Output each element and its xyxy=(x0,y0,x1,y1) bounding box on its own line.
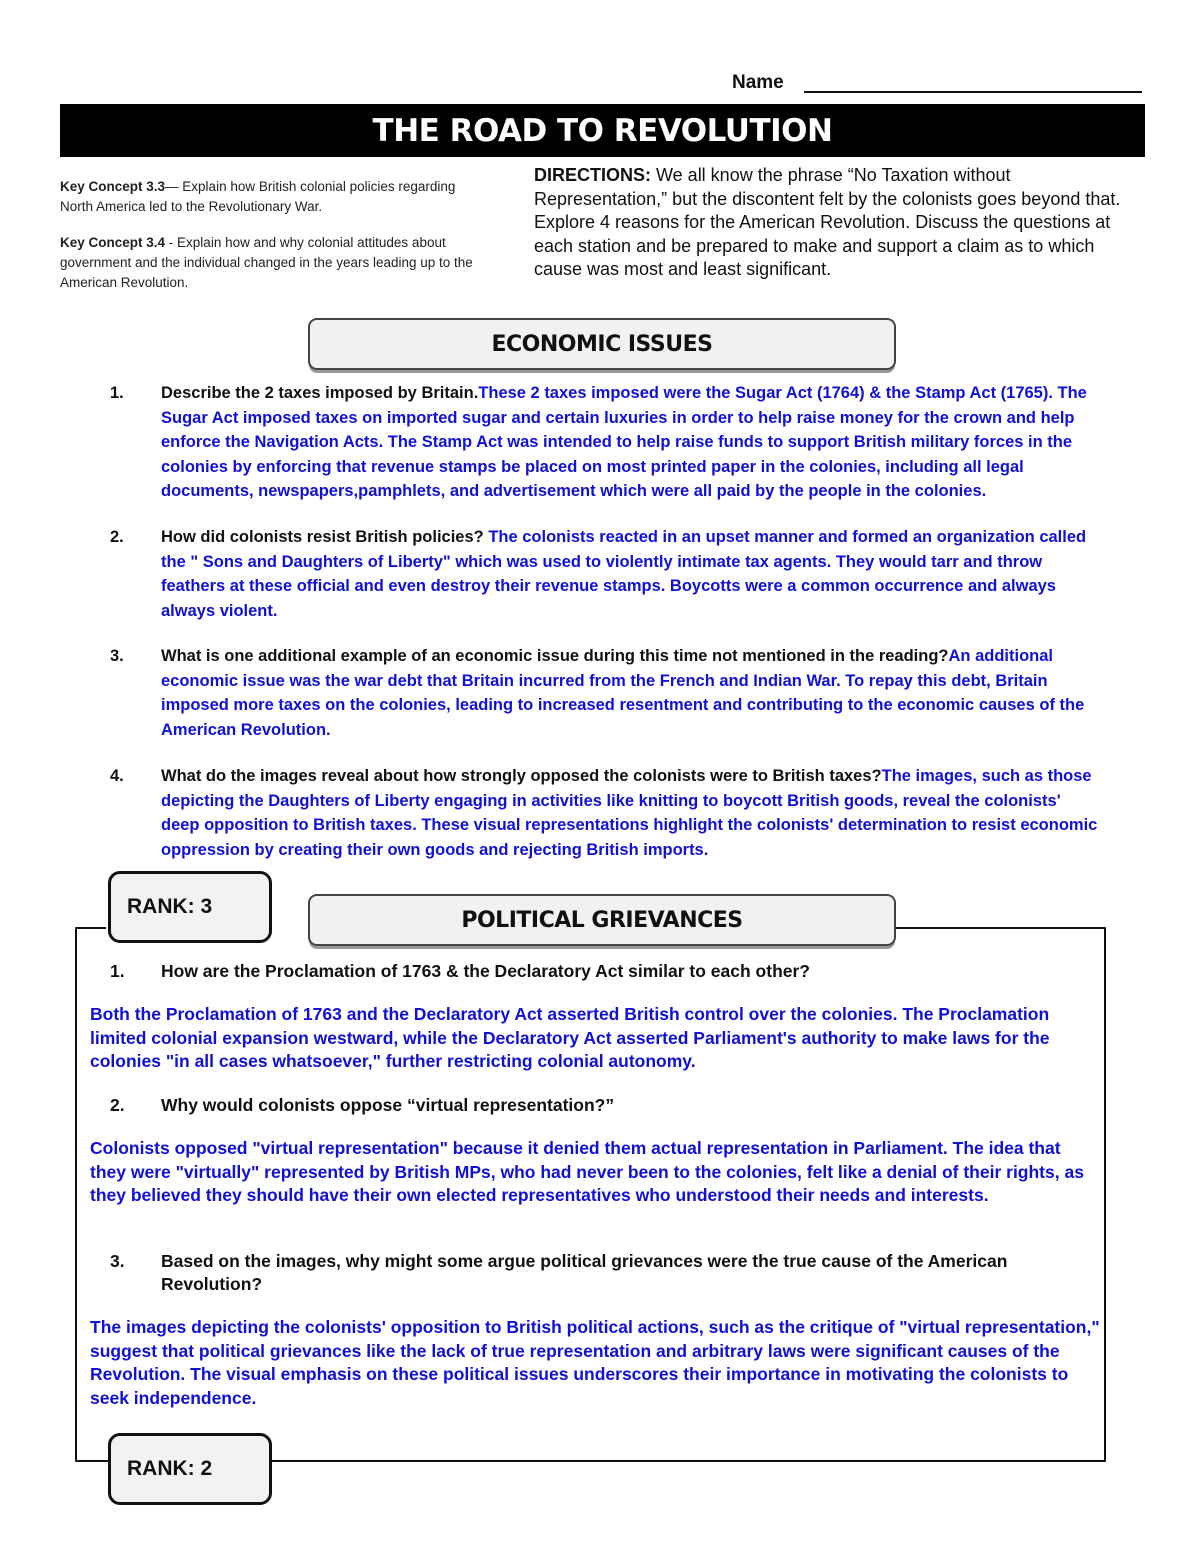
name-label: Name xyxy=(732,72,784,93)
directions-label: DIRECTIONS: xyxy=(534,165,651,185)
question-text: What do the images reveal about how strongly opposed the colonists were to British taxes? xyxy=(161,767,882,785)
key-concept-text: - Explain how and why colonial attitudes about government and the individual changed in the years leading up to the American Revolution. xyxy=(60,235,473,290)
question-text: How did colonists resist British policies? xyxy=(161,528,489,546)
key-concept-1 xyxy=(60,177,480,217)
question-number: 2. xyxy=(110,528,124,546)
political-grievances-header: POLITICAL GRIEVANCES xyxy=(308,894,896,946)
question-number: 1. xyxy=(110,961,125,981)
question-number: 4. xyxy=(110,767,124,785)
political-answer-1[interactable]: Both the Proclamation of 1763 and the Declaratory Act asserted British control over the colonies. The Proclamation limited colonial expansion westward, while the Declaratory Act asserted Parliament's authority to make laws for the colonies "in all cases whatsoever," further restricting colonial autonomy. xyxy=(90,1004,1050,1071)
name-input-line[interactable] xyxy=(804,91,1142,93)
question-text: What is one additional example of an economic issue during this time not mentioned in the reading? xyxy=(161,647,949,665)
political-answer-3[interactable]: The images depicting the colonists' opposition to British political actions, such as the critique of "virtual representation," suggest that political grievances like the lack of true representation and arbitrary laws were significant causes of the Revolution. The visual emphasis on these political issues underscores their importance in motivating the colonists to seek independence. xyxy=(90,1317,1100,1408)
question-text: Why would colonists oppose “virtual representation?” xyxy=(161,1095,615,1115)
economic-rank-box[interactable]: RANK: 3 xyxy=(108,871,272,943)
question-number: 2. xyxy=(110,1095,125,1115)
question-text: Based on the images, why might some argue political grievances were the true cause of the American Revolution? xyxy=(161,1251,1008,1294)
key-concept-text: — Explain how British colonial policies regarding North America led to the Revolutionary War. xyxy=(60,179,456,214)
key-concept-label: Key Concept 3.4 xyxy=(60,235,166,250)
directions-text: We all know the phrase “No Taxation without Representation,” but the discontent felt by the colonists goes beyond that. Explore 4 reasons for the American Revolution. Discuss the questions at each station and be prepared to make and support a claim as to which cause was most and least significant. xyxy=(534,165,1121,279)
question-number: 3. xyxy=(110,1251,125,1271)
answer-text[interactable]: The colonists reacted in an upset manner and formed an organization called the " Sons and Daughters of Liberty" which was used to violently intimate tax agents. They would tarr and throw feathers at these official and even destroy their revenue stamps. Boycotts were a common occurrence and always always violent. xyxy=(161,528,1087,620)
answer-text[interactable]: The images, such as those depicting the Daughters of Liberty engaging in activities like knitting to boycott British goods, reveal the colonists' deep opposition to British taxes. These visual representations highlight the colonists' determination to resist economic oppression by creating their own goods and rejecting British imports. xyxy=(161,767,1098,859)
answer-text[interactable]: An additional economic issue was the war debt that Britain incurred from the French and Indian War. To repay this debt, Britain imposed more taxes on the colonies, leading to increased resentment and contributing to the economic causes of the American Revolution. xyxy=(161,647,1085,739)
directions xyxy=(534,164,1144,282)
economic-issues-header: ECONOMIC ISSUES xyxy=(308,318,896,370)
question-text: Describe the 2 taxes imposed by Britain. xyxy=(161,384,479,402)
page-title: THE ROAD TO REVOLUTION xyxy=(60,104,1145,157)
question-text: How are the Proclamation of 1763 & the Declaratory Act similar to each other? xyxy=(161,961,810,981)
answer-text[interactable]: These 2 taxes imposed were the Sugar Act (1764) & the Stamp Act (1765). The Sugar Act imposed taxes on imported sugar and certain luxuries in order to help raise money for the crown and help enforce the Navigation Acts. The Stamp Act was intended to help raise funds to support British military forces in the colonies by enforcing that revenue stamps be placed on most printed paper in the colonies, including all legal documents, newspapers,pamphlets, and advertisement which were all paid by the people in the colonies. xyxy=(161,384,1087,501)
political-rank-box[interactable]: RANK: 2 xyxy=(108,1433,272,1505)
question-number: 1. xyxy=(110,384,124,402)
political-answer-2[interactable]: Colonists opposed "virtual representation" because it denied them actual representation in Parliament. The idea that they were "virtually" represented by British MPs, who had never been to the colonies, felt like a denial of their rights, as they believed they should have their own elected representatives who understood their needs and interests. xyxy=(90,1138,1084,1205)
question-number: 3. xyxy=(110,647,124,665)
key-concept-label: Key Concept 3.3 xyxy=(60,179,166,194)
key-concept-2 xyxy=(60,233,480,293)
